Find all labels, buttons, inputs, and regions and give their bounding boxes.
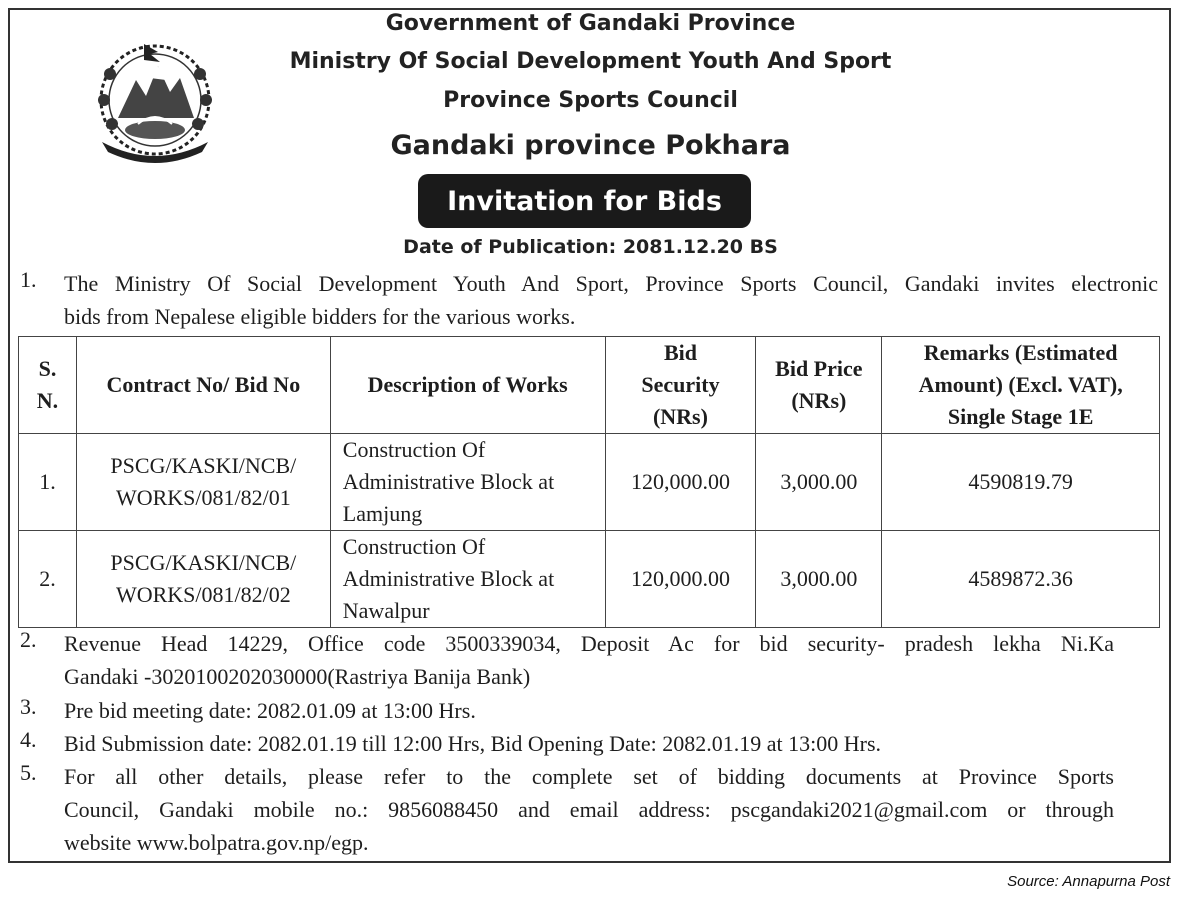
row-sn: 2. [19, 531, 77, 628]
clause-5-line-3: website www.bolpatra.gov.np/egp. [64, 830, 369, 855]
clause-number: 4. [20, 727, 37, 752]
publication-date: Date of Publication: 2081.12.20 BS [403, 236, 778, 258]
row-contract: PSCG/KASKI/NCB/ WORKS/081/82/02 [76, 531, 330, 628]
intro-line-1: The Ministry Of Social Development Youth And Sport, Province Sports Council, Gandaki invites electronic [64, 271, 1158, 296]
header-bid-security: Bid Security (NRs) [605, 337, 756, 434]
clause-number: 3. [20, 694, 37, 719]
clause-2-line-1: Revenue Head 14229, Office code 3500339034, Deposit Ac for bid security- pradesh lekha Ni.Ka [64, 631, 1114, 656]
clause-5-line-2: Council, Gandaki mobile no.: 9856088450 and email address: pscgandaki2021@gmail.com or through [64, 797, 1114, 822]
header-description: Description of Works [330, 337, 605, 434]
header-contract: Contract No/ Bid No [76, 337, 330, 434]
header-sn: S. N. [19, 337, 77, 434]
row-remarks: 4590819.79 [882, 434, 1160, 531]
row-bid-price: 3,000.00 [756, 434, 882, 531]
header-bid-price: Bid Price (NRs) [756, 337, 882, 434]
bids-table [18, 336, 1160, 628]
clause-number: 2. [20, 627, 37, 652]
source-caption: Source: Annapurna Post [1007, 873, 1170, 890]
row-description: Construction Of Administrative Block at Lamjung [330, 434, 605, 531]
row-bid-security: 120,000.00 [605, 531, 756, 628]
clause-3-line-1: Pre bid meeting date: 2082.01.09 at 13:00 Hrs. [64, 698, 476, 723]
row-bid-security: 120,000.00 [605, 434, 756, 531]
ministry-heading: Ministry Of Social Development Youth And Sport [289, 49, 892, 74]
clause-number: 5. [20, 760, 37, 785]
row-description: Construction Of Administrative Block at Nawalpur [330, 531, 605, 628]
table-row [19, 531, 1160, 628]
table-row [19, 434, 1160, 531]
clause-5-line-1: For all other details, please refer to the complete set of bidding documents at Province Sports [64, 764, 1114, 789]
row-sn: 1. [19, 434, 77, 531]
table-header-row [19, 337, 1160, 434]
header-remarks: Remarks (Estimated Amount) (Excl. VAT), Single Stage 1E [882, 337, 1160, 434]
clause-number: 1. [20, 267, 37, 292]
row-contract: PSCG/KASKI/NCB/ WORKS/081/82/01 [76, 434, 330, 531]
intro-line-2: bids from Nepalese eligible bidders for the various works. [64, 304, 576, 329]
row-remarks: 4589872.36 [882, 531, 1160, 628]
government-heading: Government of Gandaki Province [385, 11, 796, 36]
clause-2-line-2: Gandaki -3020100202030000(Rastriya Banija Bank) [64, 664, 531, 689]
council-heading: Province Sports Council [443, 88, 738, 113]
location-heading: Gandaki province Pokhara [390, 130, 791, 161]
invitation-banner: Invitation for Bids [418, 174, 751, 228]
row-bid-price: 3,000.00 [756, 531, 882, 628]
clause-4-line-1: Bid Submission date: 2082.01.19 till 12:00 Hrs, Bid Opening Date: 2082.01.19 at 13:00 Hrs. [64, 731, 882, 756]
